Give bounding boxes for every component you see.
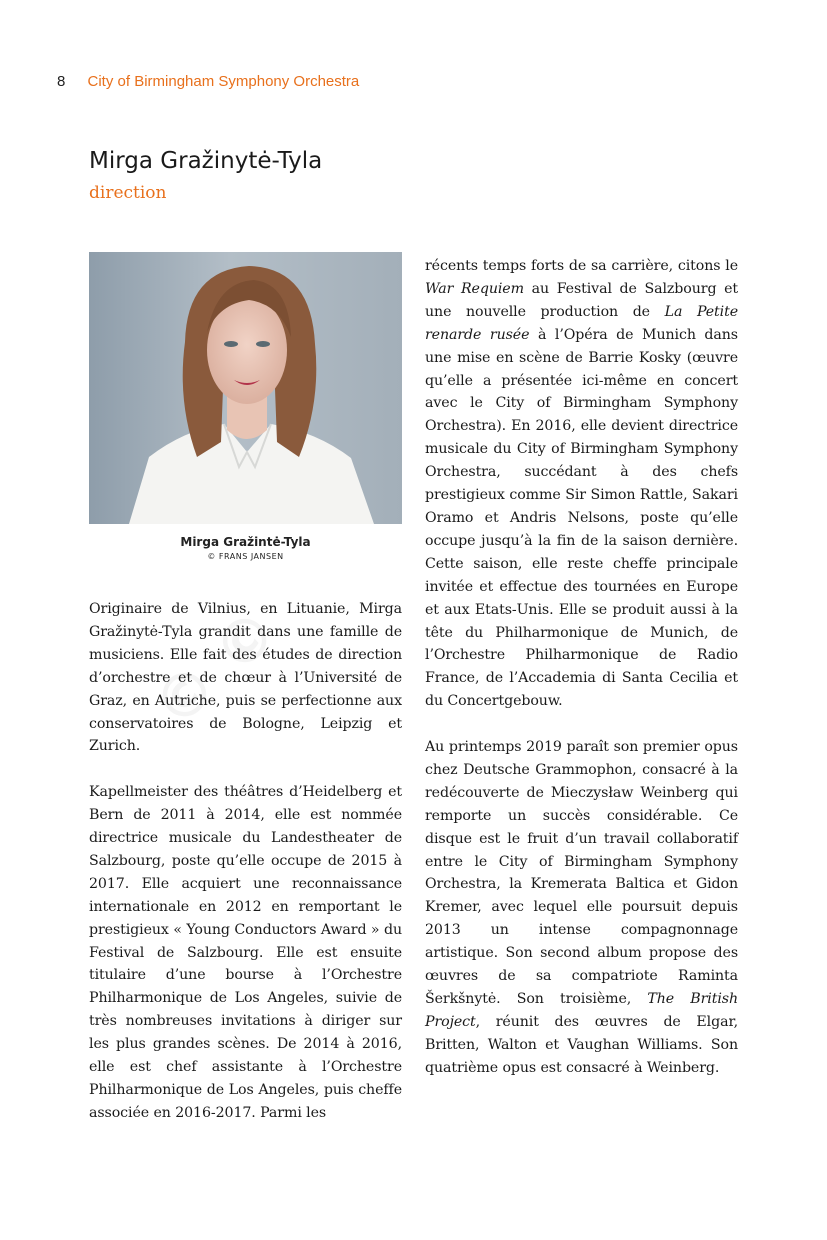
portrait-photo <box>89 252 402 524</box>
work-title: War Requiem <box>425 280 524 297</box>
work-title: The British Project <box>425 990 738 1030</box>
paragraph: récents temps forts de sa carrière, citons le War Requiem au Festival de Salzbourg et une nouvelle production de La Petite renarde rusée à l’Opéra de Munich dans une mise en scène de Barrie Kosky (œuvre qu’elle a présentée ici-même en concert avec le City of Birmingham Symphony Orchestra). En 2016, elle devient directrice musicale du City of Birmingham Symphony Orchestra, succédant à des chefs prestigieux comme Sir Simon Rattle, Sakari Oramo et Andris Nelsons, poste qu’elle occupe jusqu’à la fin de la saison dernière. Cette saison, elle reste cheffe principale invitée et effectue des tournées en Europe et aux Etats-Unis. Elle se produit aussi à la tête du Philharmonique de Munich, de l’Orchestre Philharmonique de Radio France, de l’Accademia di Santa Cecilia et du Concertgebouw. <box>425 258 738 710</box>
paragraph: Au printemps 2019 paraît son premier opus chez Deutsche Grammophon, consacré à la redécouverte de Mieczysław Weinberg qui remporte un succès considérable. Ce disque est le fruit d’un travail collaboratif entre le City of Birmingham Symphony Orchestra, la Kremerata Baltica et Gidon Kremer, avec lequel elle poursuit depuis 2013 un intense compagnonnage artistique. Son second album propose des œuvres de sa compatriote Raminta Šerkšnytė. Son troisième, The British Project, réunit des œuvres de Elgar, Britten, Walton et Vaughan Williams. Son quatrième opus est consacré à Weinberg. <box>425 739 738 1076</box>
artist-name: Mirga Gražinytė-Tyla <box>89 148 323 174</box>
paragraph: Kapellmeister des théâtres d’Heidelberg et Bern de 2011 à 2014, elle est nommée directrice musicale du Landestheater de Salzbourg, poste qu’elle occupe de 2015 à 2017. Elle acquiert une reconnaissance internationale en 2012 en remportant le prestigieux « Young Conductors Award » du Festival de Salzbourg. Elle est ensuite titulaire d’une bourse à l’Orchestre Philharmonique de Los Angeles, suivie de très nombreuses invitations à diriger sur les plus grandes scènes. De 2014 à 2016, elle est chef assistante à l’Orchestre Philharmonique de Los Angeles, puis cheffe associée en 2016-2017. Parmi les <box>89 784 402 1121</box>
work-title: La Petite renarde rusée <box>425 303 738 343</box>
photo-credit: © FRANS JANSEN <box>207 552 284 561</box>
right-column <box>425 255 738 1080</box>
artist-role: direction <box>89 183 167 203</box>
page-number: 8 <box>57 73 66 90</box>
photo-caption: Mirga Gražintė-Tyla <box>180 535 311 549</box>
left-column <box>89 598 402 1125</box>
running-title: City of Birmingham Symphony Orchestra <box>87 73 360 90</box>
running-header <box>57 72 359 92</box>
paragraph: Originaire de Vilnius, en Lituanie, Mirga Gražinytė-Tyla grandit dans une famille de musiciens. Elle fait des études de direction d’orchestre et de chœur à l’Université de Graz, en Autriche, puis se perfectionne aux conservatoires de Bologne, Leipzig et Zurich. <box>89 601 402 755</box>
